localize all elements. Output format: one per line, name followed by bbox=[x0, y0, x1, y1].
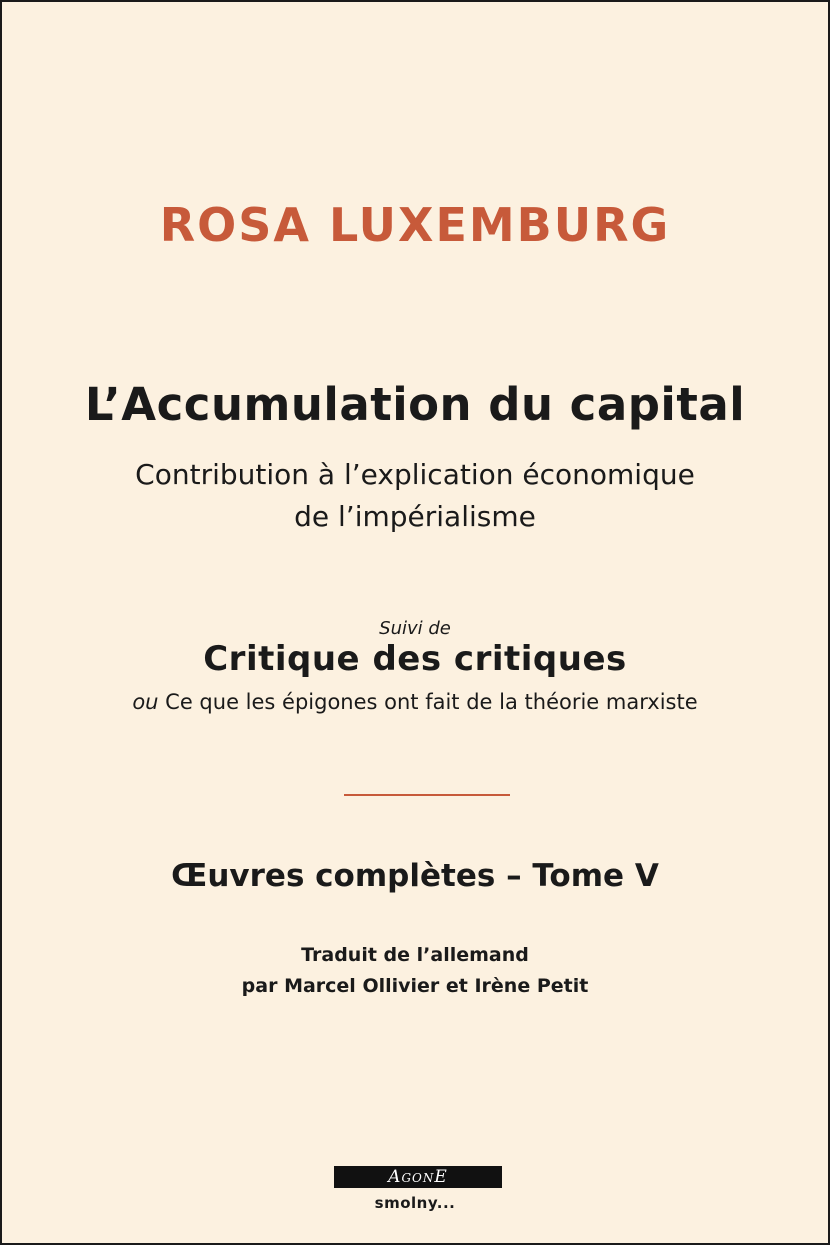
logo-letter-e: E bbox=[434, 1167, 448, 1187]
second-work-title: Critique des critiques bbox=[203, 639, 627, 679]
divider-line bbox=[344, 794, 510, 796]
book-title: L’Accumulation du capital bbox=[84, 378, 746, 431]
second-work-subtitle bbox=[2, 690, 828, 714]
followed-by-label: Suivi de bbox=[379, 618, 451, 639]
book-subtitle bbox=[2, 454, 828, 538]
publisher-logo-text bbox=[334, 1166, 502, 1188]
translation-line-1: Traduit de l’allemand bbox=[301, 944, 529, 966]
subtitle-line-1: Contribution à l’explication économique bbox=[135, 458, 695, 491]
logo-letter-a: A bbox=[388, 1167, 402, 1187]
translation-credit bbox=[2, 940, 828, 1002]
author-name: ROSA LUXEMBURG bbox=[159, 198, 671, 252]
co-publisher-imprint: smolny... bbox=[374, 1194, 456, 1212]
series-volume: Œuvres complètes – Tome V bbox=[171, 858, 659, 894]
translation-line-2: par Marcel Ollivier et Irène Petit bbox=[241, 975, 589, 997]
logo-letters-gon: GON bbox=[401, 1171, 435, 1185]
second-work-subtitle-text: Ce que les épigones ont fait de la théorie marxiste bbox=[158, 690, 698, 714]
publisher-logo bbox=[334, 1166, 502, 1188]
second-work-subtitle-ou: ou bbox=[132, 690, 159, 714]
subtitle-line-2: de l’impérialisme bbox=[294, 500, 536, 533]
